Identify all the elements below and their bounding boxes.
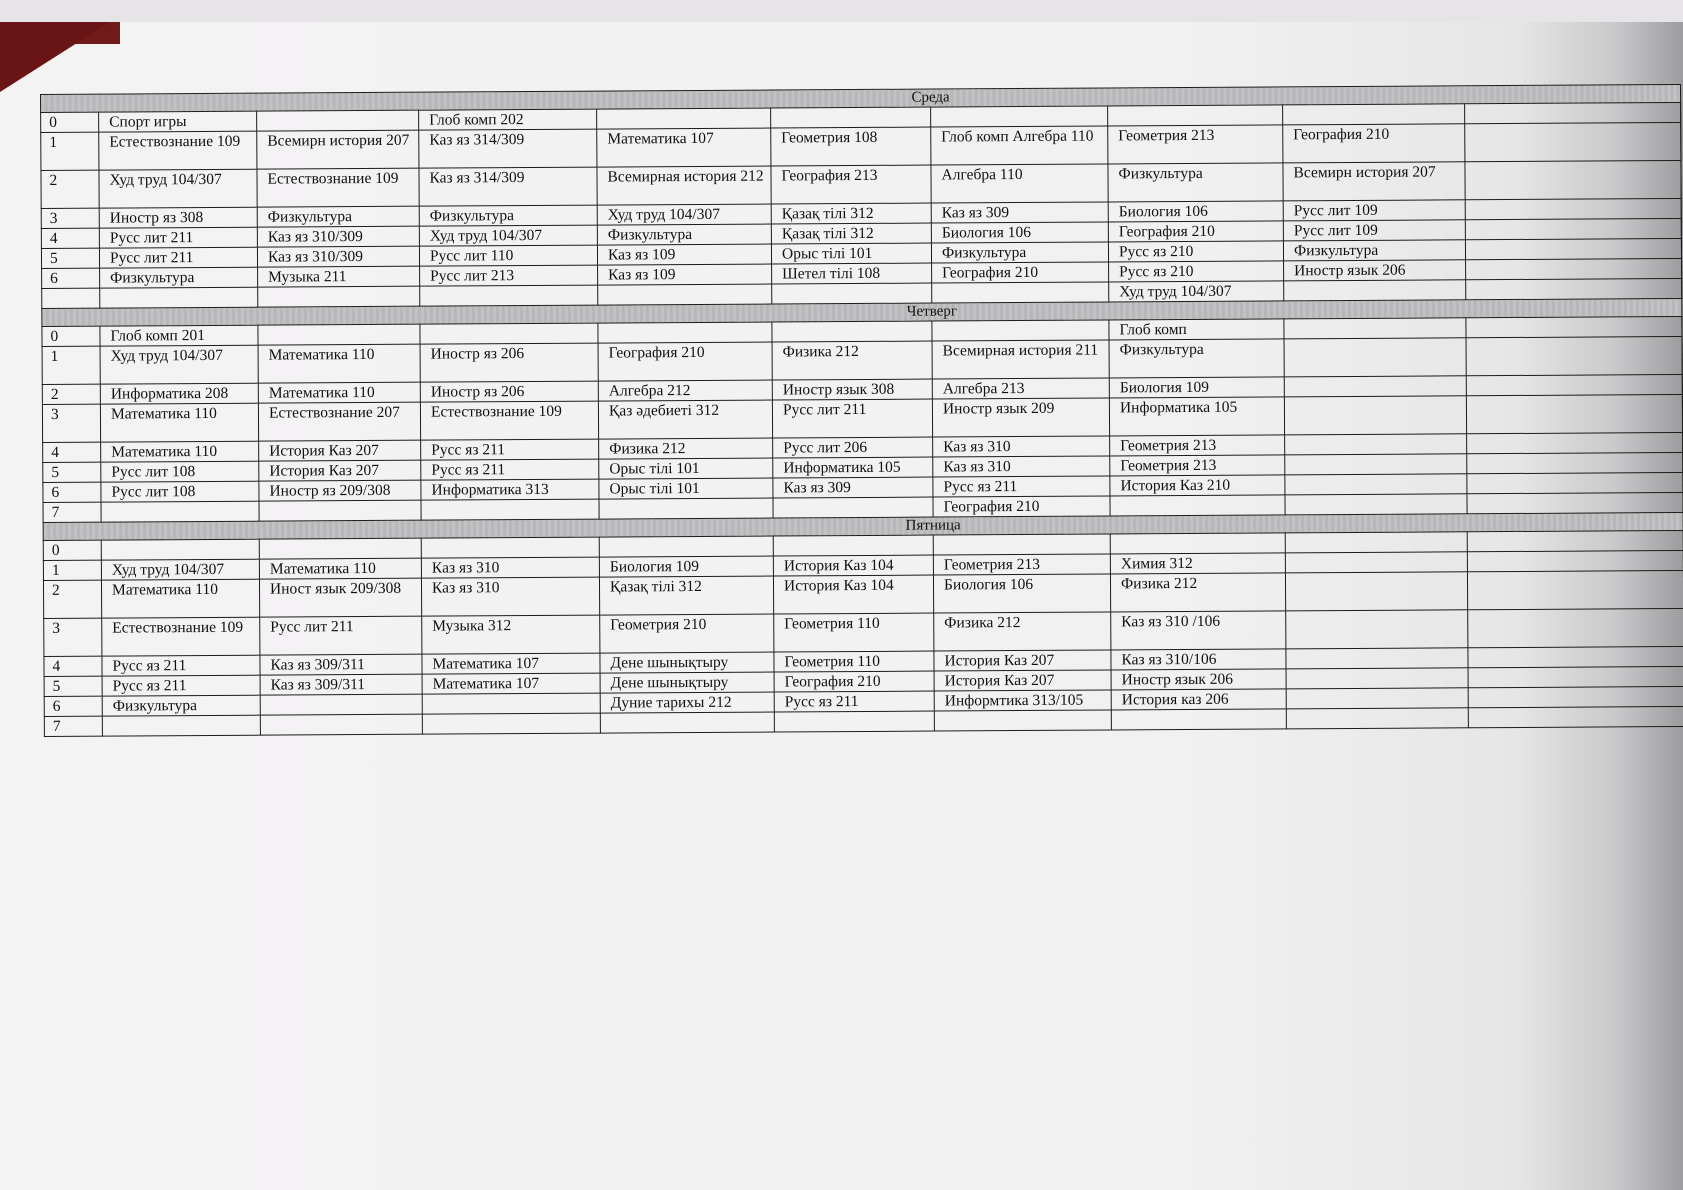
lesson-cell: Каз яз 309: [931, 202, 1108, 223]
lesson-cell: Естествознание 109: [99, 131, 257, 170]
schedule-table: [40, 84, 1683, 737]
lesson-cell: Всемирн история 207: [1283, 162, 1465, 201]
lesson-cell: Русс яз 211: [102, 675, 260, 696]
lesson-cell: Математика 107: [422, 653, 600, 674]
lesson-cell: География 210: [598, 342, 772, 381]
lesson-cell: Алгебра 110: [931, 164, 1108, 203]
lesson-cell: География 210: [932, 262, 1109, 283]
lesson-cell: Геометрия 213: [1110, 435, 1285, 456]
lesson-cell: Русс лит 108: [101, 481, 259, 502]
lesson-cell: История Каз 207: [934, 650, 1111, 671]
day-name: Пятница: [905, 517, 961, 534]
lesson-cell: Қазақ тілі 312: [771, 203, 931, 224]
lesson-cell: Дуние тарихы 212: [600, 692, 774, 713]
lesson-cell: [932, 282, 1109, 303]
lesson-cell: География 210: [933, 496, 1110, 517]
lesson-cell: Каз яз 310: [933, 456, 1110, 477]
lesson-number: 1: [43, 560, 101, 580]
lesson-cell: [1108, 105, 1283, 126]
lesson-cell: География 210: [1283, 124, 1465, 163]
lesson-cell: [1285, 494, 1467, 515]
lesson-cell: [259, 500, 421, 521]
lesson-cell: Иностр яз 209/308: [259, 480, 421, 501]
lesson-cell: [258, 286, 420, 307]
lesson-cell: Қазақ тілі 312: [599, 576, 773, 615]
lesson-cell: [933, 534, 1110, 555]
lesson-number: 4: [43, 442, 101, 462]
lesson-cell: [1467, 472, 1683, 493]
lesson-cell: [1110, 533, 1285, 554]
lesson-number: 2: [42, 384, 100, 404]
scanned-page: [0, 22, 1683, 1190]
lesson-cell: Худ труд 104/307: [101, 559, 259, 580]
lesson-cell: Физкультура: [257, 206, 419, 227]
lesson-cell: [101, 501, 259, 522]
lesson-cell: [932, 320, 1109, 341]
lesson-cell: [1284, 280, 1466, 301]
lesson-cell: Русс лит 108: [101, 461, 259, 482]
lesson-cell: [1468, 666, 1683, 687]
lesson-cell: Биология 109: [599, 556, 773, 577]
lesson-cell: [772, 283, 932, 304]
lesson-cell: [1468, 608, 1683, 647]
lesson-number: 2: [41, 170, 99, 208]
lesson-cell: Русс лит 213: [420, 265, 598, 286]
lesson-cell: [1466, 316, 1682, 337]
lesson-cell: Биология 106: [1108, 201, 1283, 222]
lesson-number: 4: [41, 228, 99, 248]
lesson-cell: [260, 694, 422, 715]
lesson-cell: Физика 212: [1110, 573, 1285, 612]
lesson-cell: Қаз әдебиеті 312: [598, 400, 772, 439]
lesson-cell: Физика 212: [772, 341, 932, 380]
page-corner: [0, 22, 110, 92]
lesson-cell: Худ труд 104/307: [99, 169, 257, 208]
lesson-cell: [934, 710, 1111, 731]
lesson-cell: Худ труд 104/307: [597, 204, 771, 225]
lesson-cell: Физкультура: [100, 267, 258, 288]
lesson-cell: Русс яз 211: [421, 439, 599, 460]
lesson-cell: [1110, 495, 1285, 516]
lesson-number: [42, 288, 100, 308]
lesson-number: 5: [44, 676, 102, 696]
lesson-cell: Физкультура: [1283, 240, 1465, 261]
lesson-cell: Иностр яз 206: [420, 381, 598, 402]
lesson-cell: Естествознание 109: [420, 401, 598, 440]
lesson-cell: [422, 713, 600, 734]
lesson-cell: Каз яз 109: [597, 244, 771, 265]
lesson-cell: [1465, 122, 1681, 161]
lesson-cell: [1466, 374, 1682, 395]
lesson-cell: Алгебра 212: [598, 380, 772, 401]
lesson-cell: Русс лит 109: [1283, 220, 1465, 241]
lesson-cell: [600, 712, 774, 733]
lesson-cell: Русс лит 211: [772, 399, 932, 438]
lesson-cell: Всемирн история 207: [257, 130, 419, 169]
lesson-cell: Русс лит 206: [773, 437, 933, 458]
lesson-cell: Глоб комп: [1109, 319, 1284, 340]
lesson-cell: Каз яз 310: [421, 557, 599, 578]
lesson-cell: Каз яз 314/309: [419, 129, 597, 168]
lesson-cell: Математика 110: [100, 403, 258, 442]
lesson-cell: Каз яз 310 /106: [1111, 611, 1286, 650]
lesson-cell: Каз яз 314/309: [419, 167, 597, 206]
lesson-cell: Биология 106: [933, 574, 1110, 613]
lesson-cell: История Каз 207: [259, 440, 421, 461]
lesson-cell: Орыс тілі 101: [599, 478, 773, 499]
lesson-cell: [1284, 396, 1466, 435]
lesson-cell: [1286, 708, 1468, 729]
lesson-number: 3: [41, 208, 99, 228]
lesson-cell: [1466, 394, 1682, 433]
lesson-cell: Дене шынықтыру: [600, 652, 774, 673]
lesson-number: 0: [42, 326, 100, 346]
lesson-cell: Геометрия 213: [933, 554, 1110, 575]
lesson-cell: Орыс тілі 101: [599, 458, 773, 479]
lesson-cell: [1285, 552, 1467, 573]
lesson-cell: Русс яз 211: [102, 655, 260, 676]
lesson-cell: Иностр язык 209: [932, 398, 1109, 437]
lesson-cell: Физкультура: [931, 242, 1108, 263]
lesson-number: 0: [43, 540, 101, 560]
lesson-cell: [1285, 434, 1467, 455]
lesson-cell: Физкультура: [419, 205, 597, 226]
lesson-cell: [422, 693, 600, 714]
lesson-number: 1: [41, 132, 99, 170]
lesson-number: 3: [42, 404, 100, 442]
lesson-cell: Математика 110: [101, 579, 259, 618]
lesson-cell: Физкультура: [1109, 339, 1284, 378]
lesson-cell: [771, 107, 931, 128]
lesson-cell: [1467, 530, 1683, 551]
lesson-cell: История Каз 207: [259, 460, 421, 481]
lesson-number: 2: [43, 580, 101, 618]
lesson-cell: Математика 110: [101, 441, 259, 462]
lesson-cell: Информтика 313/105: [934, 690, 1111, 711]
lesson-cell: Информатика 105: [773, 457, 933, 478]
lesson-cell: Математика 110: [258, 344, 420, 383]
lesson-cell: Геометрия 108: [771, 127, 931, 166]
lesson-cell: [1283, 104, 1465, 125]
lesson-cell: [1286, 668, 1468, 689]
lesson-cell: [1284, 338, 1466, 377]
lesson-cell: Естествознание 109: [257, 168, 419, 207]
lesson-cell: [1286, 648, 1468, 669]
lesson-cell: География 210: [1108, 221, 1283, 242]
lesson-cell: Русс лит 211: [99, 247, 257, 268]
lesson-cell: История Каз 207: [934, 670, 1111, 691]
lesson-cell: Геометрия 213: [1110, 455, 1285, 476]
lesson-cell: [1467, 432, 1683, 453]
lesson-cell: [1468, 646, 1683, 667]
lesson-number: 6: [43, 482, 101, 502]
lesson-cell: Шетел тілі 108: [772, 263, 932, 284]
lesson-cell: Геометрия 213: [1108, 125, 1283, 164]
schedule-sheet: [40, 84, 1683, 737]
lesson-cell: [1285, 474, 1467, 495]
lesson-cell: Математика 110: [259, 558, 421, 579]
lesson-cell: Информатика 313: [421, 479, 599, 500]
lesson-cell: Русс яз 211: [421, 459, 599, 480]
lesson-cell: Русс лит 109: [1283, 200, 1465, 221]
lesson-cell: Русс яз 211: [774, 691, 934, 712]
lesson-cell: [260, 714, 422, 735]
lesson-cell: [1467, 550, 1683, 571]
lesson-cell: Иностр яз 206: [420, 343, 598, 382]
lesson-cell: [598, 322, 772, 343]
lesson-cell: [1285, 532, 1467, 553]
lesson-cell: [1467, 570, 1683, 609]
lesson-cell: Алгебра 213: [932, 378, 1109, 399]
lesson-cell: [1467, 492, 1683, 513]
lesson-cell: Музыка 312: [422, 615, 600, 654]
lesson-cell: История Каз 104: [773, 555, 933, 576]
lesson-cell: Қазақ тілі 312: [771, 223, 931, 244]
lesson-cell: Спорт игры: [99, 111, 257, 132]
lesson-cell: Математика 107: [422, 673, 600, 694]
lesson-number: 5: [43, 462, 101, 482]
lesson-cell: Музыка 211: [258, 266, 420, 287]
lesson-cell: Русс лит 211: [260, 616, 422, 655]
lesson-cell: [1468, 686, 1683, 707]
lesson-cell: Русс лит 110: [419, 245, 597, 266]
lesson-cell: [931, 106, 1108, 127]
lesson-cell: Физкультура: [102, 695, 260, 716]
lesson-number: 3: [44, 618, 102, 656]
lesson-cell: [1284, 376, 1466, 397]
lesson-cell: Русс лит 211: [99, 227, 257, 248]
lesson-cell: Каз яз 310: [933, 436, 1110, 457]
lesson-cell: Информатика 105: [1109, 397, 1284, 436]
day-name: Четверг: [906, 303, 958, 320]
lesson-cell: Геометрия 110: [774, 613, 934, 652]
lesson-cell: Орыс тілі 101: [771, 243, 931, 264]
lesson-cell: Русс яз 210: [1108, 241, 1283, 262]
lesson-cell: Худ труд 104/307: [1109, 281, 1284, 302]
lesson-cell: Физика 212: [934, 612, 1111, 651]
lesson-cell: Всемирная история 211: [932, 340, 1109, 379]
lesson-cell: [1466, 258, 1682, 279]
lesson-cell: Каз яз 309/311: [260, 654, 422, 675]
lesson-cell: [774, 711, 934, 732]
lesson-cell: [597, 108, 771, 129]
lesson-cell: [1466, 336, 1682, 375]
lesson-cell: [100, 287, 258, 308]
lesson-cell: [420, 285, 598, 306]
lesson-cell: Химия 312: [1110, 553, 1285, 574]
lesson-cell: Каз яз 109: [598, 264, 772, 285]
lesson-cell: [1286, 610, 1468, 649]
lesson-number: 7: [43, 502, 101, 522]
lesson-cell: [773, 535, 933, 556]
day-name: Среда: [911, 89, 950, 106]
lesson-cell: [773, 497, 933, 518]
lesson-cell: География 210: [774, 671, 934, 692]
lesson-number: 4: [44, 656, 102, 676]
lesson-cell: [258, 324, 420, 345]
lesson-cell: Худ труд 104/307: [100, 345, 258, 384]
lesson-cell: [598, 284, 772, 305]
lesson-cell: История Каз 210: [1110, 475, 1285, 496]
lesson-cell: [599, 536, 773, 557]
lesson-cell: [101, 539, 259, 560]
lesson-cell: Иностр язык 206: [1111, 669, 1286, 690]
lesson-cell: [1465, 198, 1681, 219]
lesson-number: 1: [42, 346, 100, 384]
lesson-cell: [1285, 454, 1467, 475]
lesson-cell: Глоб комп 202: [419, 109, 597, 130]
lesson-cell: Каз яз 310/309: [257, 246, 419, 267]
lesson-cell: Иностр яз 308: [99, 207, 257, 228]
lesson-cell: [420, 323, 598, 344]
lesson-cell: Каз яз 310/106: [1111, 649, 1286, 670]
lesson-cell: [421, 499, 599, 520]
lesson-cell: [1285, 572, 1467, 611]
lesson-cell: Геометрия 110: [774, 651, 934, 672]
lesson-cell: Иностр язык 206: [1284, 260, 1466, 281]
lesson-cell: История Каз 104: [773, 575, 933, 614]
lesson-number: 6: [42, 268, 100, 288]
lesson-cell: Русс яз 211: [933, 476, 1110, 497]
lesson-cell: Информатика 208: [100, 383, 258, 404]
lesson-cell: [1465, 218, 1681, 239]
lesson-cell: [421, 537, 599, 558]
lesson-cell: Худ труд 104/307: [419, 225, 597, 246]
lesson-cell: [1465, 160, 1681, 199]
lesson-cell: Математика 110: [258, 382, 420, 403]
lesson-number: 7: [44, 716, 102, 736]
lesson-cell: История каз 206: [1111, 689, 1286, 710]
lesson-cell: Каз яз 310/309: [257, 226, 419, 247]
lesson-cell: [599, 498, 773, 519]
lesson-cell: [1465, 238, 1681, 259]
lesson-cell: Каз яз 310: [421, 577, 599, 616]
lesson-cell: [1286, 688, 1468, 709]
lesson-cell: [1466, 278, 1682, 299]
lesson-cell: Естествознание 109: [102, 617, 260, 656]
lesson-cell: Глоб комп 201: [100, 325, 258, 346]
lesson-cell: [257, 110, 419, 131]
lesson-cell: География 213: [771, 165, 931, 204]
lesson-cell: Биология 109: [1109, 377, 1284, 398]
lesson-cell: [1465, 102, 1681, 123]
lesson-cell: Естествознание 207: [258, 402, 420, 441]
lesson-cell: [1467, 452, 1683, 473]
lesson-number: 5: [41, 248, 99, 268]
lesson-cell: Русс яз 210: [1109, 261, 1284, 282]
lesson-cell: Биология 106: [931, 222, 1108, 243]
lesson-cell: Иностр язык 308: [772, 379, 932, 400]
lesson-cell: [1284, 318, 1466, 339]
lesson-cell: [259, 538, 421, 559]
lesson-cell: [1468, 706, 1683, 727]
lesson-cell: Дене шынықтыру: [600, 672, 774, 693]
lesson-cell: Физика 212: [599, 438, 773, 459]
lesson-cell: [102, 715, 260, 736]
lesson-cell: [1111, 709, 1286, 730]
lesson-cell: Всемирная история 212: [597, 166, 771, 205]
lesson-cell: Геометрия 210: [600, 614, 774, 653]
lesson-cell: Каз яз 309: [773, 477, 933, 498]
lesson-cell: Глоб комп Алгебра 110: [931, 126, 1108, 165]
lesson-cell: Физкультура: [597, 224, 771, 245]
lesson-cell: Математика 107: [597, 128, 771, 167]
lesson-cell: Каз яз 309/311: [260, 674, 422, 695]
lesson-cell: Иност язык 209/308: [259, 578, 421, 617]
lesson-cell: [772, 321, 932, 342]
lesson-cell: Физкультура: [1108, 163, 1283, 202]
lesson-number: 6: [44, 696, 102, 716]
lesson-number: 0: [41, 112, 99, 132]
